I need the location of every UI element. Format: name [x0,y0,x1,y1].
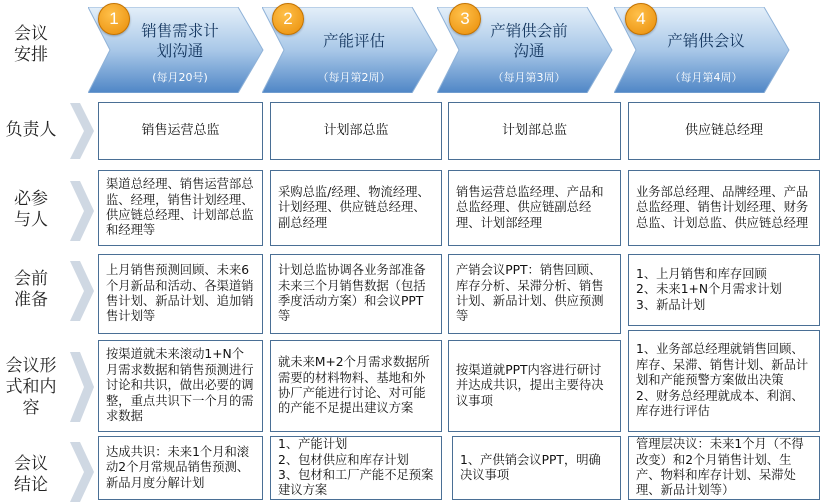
conclusion-cell-1 [98,436,263,500]
row-chevron-format [70,352,96,422]
format-text: 按渠道就PPT内容进行研讨并达成共识，提出主要待决议事项 [456,362,604,408]
stage-schedule: （每月第3周） [492,71,566,84]
conclusion-text: 达成共识：未来1个月和滚动2个月常规品销售预测、新品月度分解计划 [106,444,250,490]
stage-schedule: （每月第2周） [317,71,391,84]
owner-text: 计划部总监 [501,123,567,139]
format-text: 按渠道就未来滚动1+N个月需求数据和销售预测进行讨论和共识，做出必要的调整，重点共识下一个月的需求数据 [106,347,254,424]
stage-title: 产销供会议 [667,32,745,50]
format-text: 1、业务部总经理就销售回顾、库存、呆滞、销售计划、新品计划和产能预警方案做出决策 2、财务总经理就成本、利润、库存进行评估 [636,342,809,419]
participants-text: 业务部总经理、品牌经理、产品总监经理、销售计划经理、财务总监、计划总监、供应链总经理 [636,184,809,230]
conclusion-cell-2 [270,436,442,500]
row-label-preparation: 会前 准备 [14,269,48,310]
format-cell-2 [270,340,442,432]
owner-text: 销售运营总监 [141,123,220,139]
participants-cell-4 [628,170,820,246]
participants-text: 采购总监/经理、物流经理、计划经理、供应链总经理、副总经理 [278,184,430,230]
stage-badge-4: 4 [625,3,657,35]
format-cell-1 [98,340,263,432]
owner-cell-1 [98,102,263,160]
row-label-format: 会议形 式和内 容 [5,355,57,418]
preparation-cell-1 [98,254,263,334]
preparation-text: 产销会议PPT：销售回顾、库存分析、呆滞分析、销售计划、新品计划、供应预测等 [456,263,604,324]
preparation-text: 计划总监协调各业务部准备未来三个月销售数据（包括季度活动方案）和会议PPT等 [278,263,426,324]
format-cell-4 [628,330,820,432]
owner-cell-2 [270,102,442,160]
participants-text: 销售运营总监经理、产品和总监经理、供应链副总经理、计划部经理 [456,184,604,230]
stage-badge-3: 3 [449,3,481,35]
owner-text: 计划部总监 [323,123,389,139]
conclusion-text: 1、产能计划 2、包材供应和库存计划 3、包材和工厂产能不足预案建议方案 [278,437,434,498]
owner-cell-4 [628,102,820,160]
stage-badge-1: 1 [98,3,130,35]
preparation-cell-4 [628,254,820,326]
preparation-cell-3 [448,254,621,334]
conclusion-text: 1、产供销会议PPT，明确决议事项 [460,452,601,482]
row-chevron-preparation [70,261,96,321]
stage-title: 产销供会前 沟通 [490,22,568,60]
participants-cell-3 [448,170,621,246]
stage-title: 产能评估 [322,32,385,50]
row-label-conclusion: 会议 结论 [14,454,48,495]
row-chevron-participants [70,181,96,241]
owner-text: 供应链总经理 [684,123,763,139]
conclusion-text: 管理层决议：未来1个月（不得改变）和2个月销售计划、生产、物料和库存计划、呆滞处理、新品计划等） [636,437,804,498]
row-chevron-owner [70,103,96,159]
preparation-cell-2 [270,254,442,334]
participants-text: 渠道总经理、销售运营部总监、经理，销售计划经理、供应链总经理、计划部总监和经理等 [106,177,254,238]
row-chevron-conclusion [70,442,96,502]
row-label-participants: 必参 与人 [14,189,48,230]
row-label-owner: 负责人 [5,119,57,140]
stage-badge-2: 2 [272,3,304,35]
participants-cell-1 [98,170,263,246]
stage-schedule: （每月第4周） [669,71,743,84]
stage-schedule: (每月20号) [152,71,208,84]
participants-cell-2 [270,170,442,246]
format-cell-3 [448,340,621,432]
preparation-text: 上月销售预测回顾、未来6个月新品和活动、各渠道销售计划、新品计划、追加销售计划等 [106,263,254,324]
conclusion-cell-4 [628,436,820,500]
owner-cell-3 [448,102,621,160]
row-label-schedule: 会议 安排 [14,24,48,65]
format-text: 就未来M+2个月需求数据所需要的材料物料、基地和外协厂产能进行讨论、对可能的产能不足提出建议方案 [278,355,430,416]
stage-title: 销售需求计 划沟通 [141,22,219,60]
preparation-text: 1、上月销售和库存回顾 2、未来1+N个月需求计划 3、新品计划 [636,266,782,312]
conclusion-cell-3 [452,436,621,500]
